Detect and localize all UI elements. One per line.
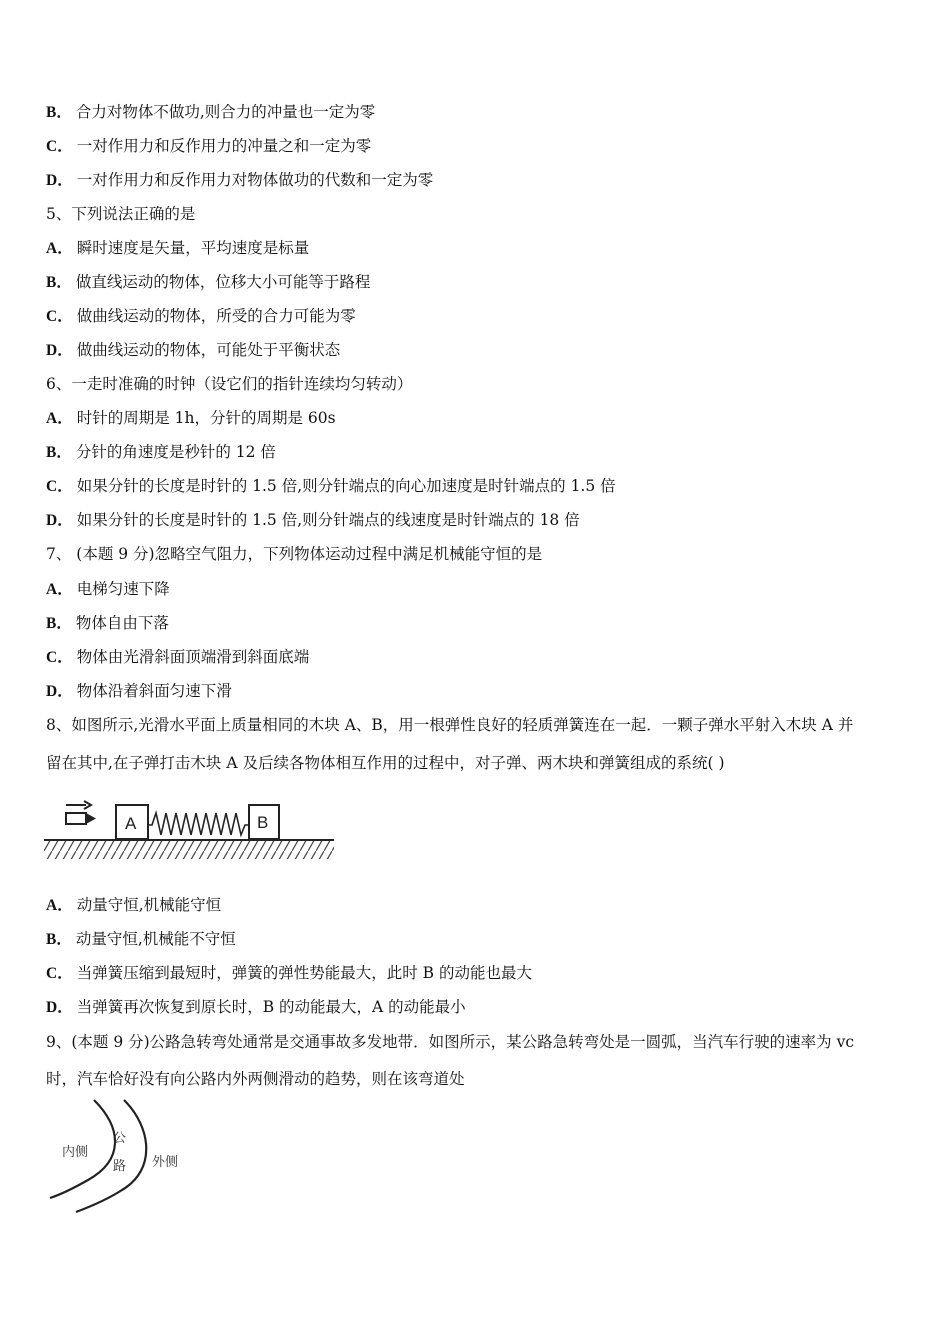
road-label-2: 路 — [113, 1159, 127, 1174]
option-label: A． — [46, 410, 73, 427]
q7-option-c — [46, 646, 910, 669]
block-b-label: B — [257, 813, 269, 832]
q6-option-d — [46, 509, 910, 532]
option-text: 分针的角速度是秒针的 12 倍 — [75, 443, 276, 461]
option-text: 当弹簧压缩到最短时，弹簧的弹性势能最大，此时 B 的动能也最大 — [76, 964, 532, 982]
option-text: 合力对物体不做功,则合力的冲量也一定为零 — [75, 103, 376, 121]
q5-option-a — [46, 237, 910, 260]
option-label: D． — [46, 999, 73, 1016]
option-label: A． — [46, 240, 73, 257]
option-text: 做直线运动的物体，位移大小可能等于路程 — [75, 273, 371, 291]
option-label: C． — [46, 649, 73, 666]
option-text: 做曲线运动的物体，所受的合力可能为零 — [76, 307, 356, 325]
option-text: 物体自由下落 — [75, 614, 169, 632]
q7-option-d — [46, 680, 910, 703]
outer-side-label: 外侧 — [152, 1155, 179, 1170]
q5-option-c — [46, 305, 910, 328]
road-curve-diagram — [44, 1098, 199, 1216]
option-text: 物体由光滑斜面顶端滑到斜面底端 — [76, 648, 310, 666]
option-label: B． — [46, 444, 72, 461]
q7-option-a — [46, 578, 910, 601]
q8-option-a — [46, 894, 910, 917]
option-label: D． — [46, 683, 73, 700]
road-label-1: 公 — [113, 1131, 127, 1146]
option-label: C． — [46, 308, 73, 325]
option-label: C． — [46, 138, 73, 155]
option-label: C． — [46, 478, 73, 495]
option-label: B． — [46, 615, 72, 632]
inner-side-label: 内侧 — [62, 1145, 89, 1160]
option-label: A． — [46, 897, 73, 914]
option-text: 如果分针的长度是时针的 1.5 倍,则分针端点的向心加速度是时针端点的 1.5 倍 — [76, 477, 616, 495]
option-text: 电梯匀速下降 — [76, 580, 170, 598]
option-text: 动量守恒,机械能守恒 — [76, 896, 222, 914]
option-label: D． — [46, 342, 73, 359]
q9-stem-line-2: 时，汽车恰好没有向公路内外两侧滑动的趋势，则在该弯道处 — [46, 1070, 465, 1088]
bullet-icon — [66, 801, 96, 824]
q5-option-d — [46, 339, 910, 362]
option-text: 一对作用力和反作用力的冲量之和一定为零 — [76, 137, 372, 155]
spring-blocks-diagram — [44, 795, 336, 865]
q8-option-b — [46, 928, 910, 951]
q6-stem: 6、一走时准确的时钟（设它们的指针连续均匀转动） — [46, 375, 413, 393]
option-text: 一对作用力和反作用力对物体做功的代数和一定为零 — [76, 171, 434, 189]
option-text: 做曲线运动的物体，可能处于平衡状态 — [76, 341, 341, 359]
option-label: B． — [46, 104, 72, 121]
q6-option-b — [46, 441, 910, 464]
option-label: C． — [46, 965, 73, 982]
q4-option-d — [46, 169, 910, 192]
block-a-label: A — [125, 814, 137, 833]
option-text: 时针的周期是 1h，分针的周期是 60s — [76, 409, 336, 427]
option-label: B． — [46, 931, 72, 948]
q6-option-a — [46, 407, 910, 430]
ground-hatch — [44, 841, 334, 859]
option-label: B． — [46, 274, 72, 291]
option-label: D． — [46, 172, 73, 189]
q4-option-c — [46, 135, 910, 158]
option-label: A． — [46, 581, 73, 598]
q8-stem-line-2: 留在其中,在子弹打击木块 A 及后续各物体相互作用的过程中，对子弹、两木块和弹簧组成的系统( ) — [46, 754, 725, 772]
option-text: 瞬时速度是矢量，平均速度是标量 — [76, 239, 310, 257]
q7-stem: 7、 (本题 9 分)忽略空气阻力，下列物体运动过程中满足机械能守恒的是 — [46, 545, 543, 563]
option-text: 物体沿着斜面匀速下滑 — [76, 682, 232, 700]
option-text: 动量守恒,机械能不守恒 — [75, 930, 236, 948]
q8-option-d — [46, 996, 910, 1019]
option-label: D． — [46, 512, 73, 529]
q4-option-b — [46, 101, 910, 124]
spring — [148, 813, 249, 835]
q5-option-b — [46, 271, 910, 294]
option-text: 如果分针的长度是时针的 1.5 倍,则分针端点的线速度是时针端点的 18 倍 — [76, 511, 580, 529]
q8-stem-line-1: 8、如图所示,光滑水平面上质量相同的木块 A、B，用一根弹性良好的轻质弹簧连在一起．一颗子弹水平射入木块 A 并 — [46, 716, 854, 734]
option-text: 当弹簧再次恢复到原长时，B 的动能最大，A 的动能最小 — [76, 998, 466, 1016]
q5-stem: 5、下列说法正确的是 — [46, 205, 196, 223]
q8-option-c — [46, 962, 910, 985]
q7-option-b — [46, 612, 910, 635]
q9-stem-line-1: 9、(本题 9 分)公路急转弯处通常是交通事故多发地带．如图所示，某公路急转弯处是一圆弧，当汽车行驶的速率为 vc — [46, 1033, 855, 1051]
q6-option-c — [46, 475, 910, 498]
